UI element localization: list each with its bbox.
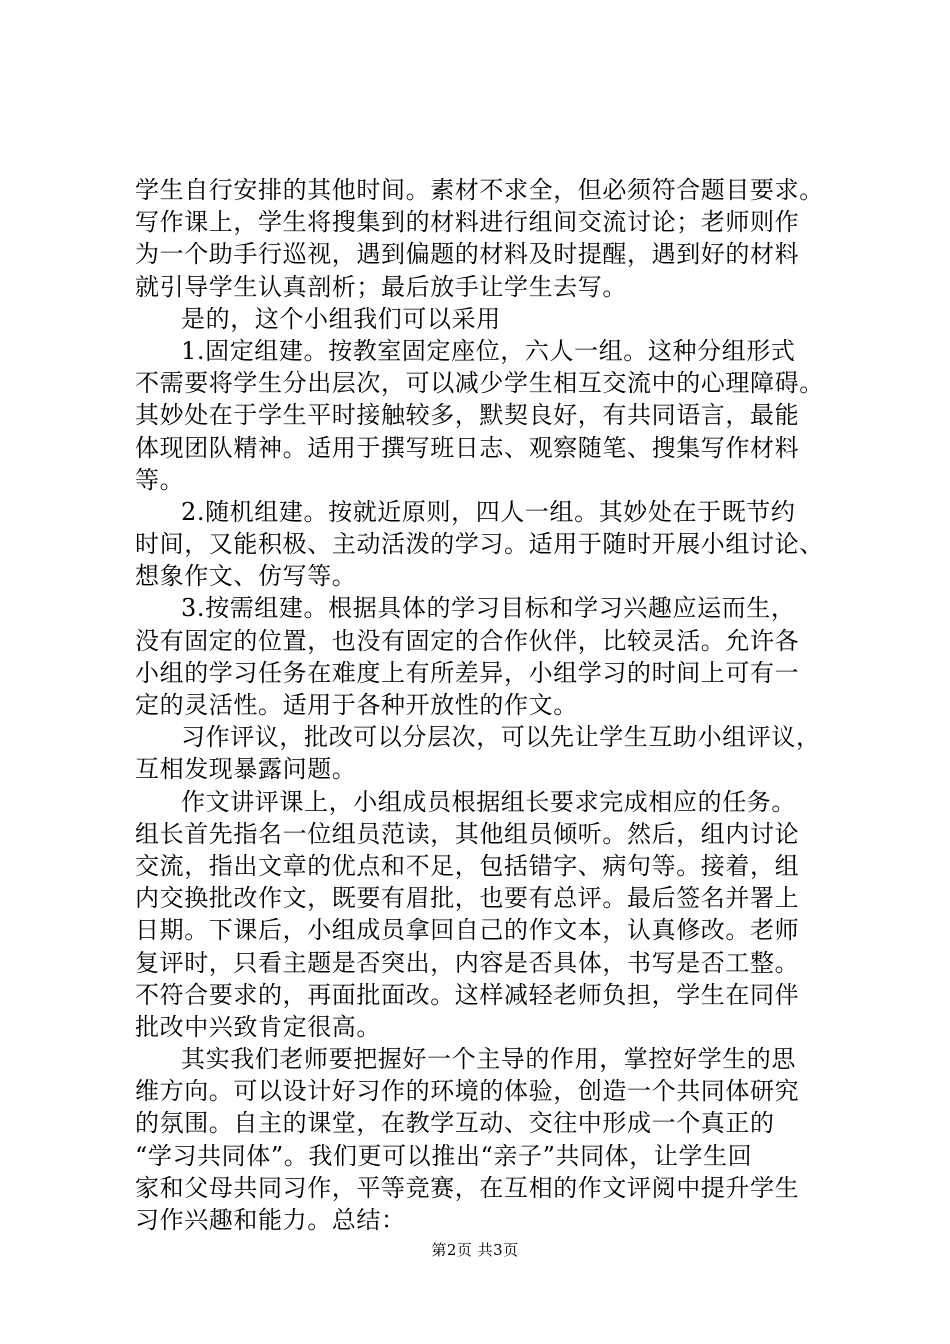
text-line: 1.固定组建。按教室固定座位，六人一组。这种分组形式: [181, 336, 796, 365]
text-line: 日期。下课后，小组成员拿回自己的作文本，认真修改。老师: [135, 916, 800, 945]
text-line: 等。: [135, 465, 185, 494]
text-line: 没有固定的位置，也没有固定的合作伙伴，比较灵活。允许各: [135, 626, 800, 655]
text-line: 互相发现暴露问题。: [135, 755, 357, 784]
text-line: 批改中兴致肯定很高。: [135, 1012, 381, 1041]
text-line: 定的灵活性。适用于各种开放性的作文。: [135, 691, 578, 719]
text-line: 2.随机组建。按就近原则，四人一组。其妙处在于既节约: [181, 497, 796, 526]
text-line: 的氛围。自主的课堂，在教学互动、交往中形成一个真正的: [135, 1109, 775, 1138]
text-line: 内交换批改作文，既要有眉批，也要有总评。最后签名并署上: [135, 884, 800, 913]
text-line: 习作兴趣和能力。总结：: [135, 1206, 406, 1234]
text-line: 维方向。可以设计好习作的环境的体验，创造一个共同体研究: [135, 1077, 800, 1106]
text-line: 其实我们老师要把握好一个主导的作用，掌控好学生的思: [181, 1045, 796, 1074]
text-line: 作文讲评课上，小组成员根据组长要求完成相应的任务。: [181, 787, 796, 816]
text-line: 想象作文、仿写等。: [135, 562, 357, 591]
text-line: “学习共同体”。我们更可以推出“亲子”共同体，让学生回: [135, 1141, 753, 1170]
text-line: 复评时，只看主题是否突出，内容是否具体，书写是否工整。: [135, 948, 800, 977]
text-line: 为一个助手行巡视，遇到偏题的材料及时提醒，遇到好的材料: [135, 240, 800, 269]
text-line: 交流，指出文章的优点和不足，包括错字、病句等。接着，组: [135, 851, 800, 880]
text-line: 是的，这个小组我们可以采用: [181, 304, 501, 333]
text-line: 组长首先指名一位组员范读，其他组员倾听。然后，组内讨论: [135, 819, 800, 848]
text-line: 不符合要求的，再面批面改。这样减轻老师负担，学生在同伴: [135, 980, 800, 1009]
text-line: 其妙处在于学生平时接触较多，默契良好，有共同语言，最能: [135, 401, 800, 430]
text-line: 写作课上，学生将搜集到的材料进行组间交流讨论；老师则作: [135, 208, 800, 237]
text-line: 体现团队精神。适用于撰写班日志、观察随笔、搜集写作材料: [135, 433, 800, 462]
text-line: 学生自行安排的其他时间。素材不求全，但必须符合题目要求。: [135, 176, 824, 204]
text-line: 不需要将学生分出层次，可以减少学生相互交流中的心理障碍。: [135, 369, 824, 398]
text-line: 3.按需组建。根据具体的学习目标和学习兴趣应运而生，: [181, 594, 796, 623]
text-line: 习作评议，批改可以分层次，可以先让学生互助小组评议，: [181, 723, 821, 752]
page-footer: 第2页 共3页: [431, 1241, 519, 1259]
text-line: 小组的学习任务在难度上有所差异，小组学习的时间上可有一: [135, 658, 800, 687]
text-line: 时间，又能积极、主动活泼的学习。适用于随时开展小组讨论、: [135, 530, 824, 559]
text-line: 家和父母共同习作，平等竞赛，在互相的作文评阅中提升学生: [135, 1173, 800, 1202]
text-line: 就引导学生认真剖析；最后放手让学生去写。: [135, 272, 627, 301]
document-body: [135, 174, 835, 1236]
